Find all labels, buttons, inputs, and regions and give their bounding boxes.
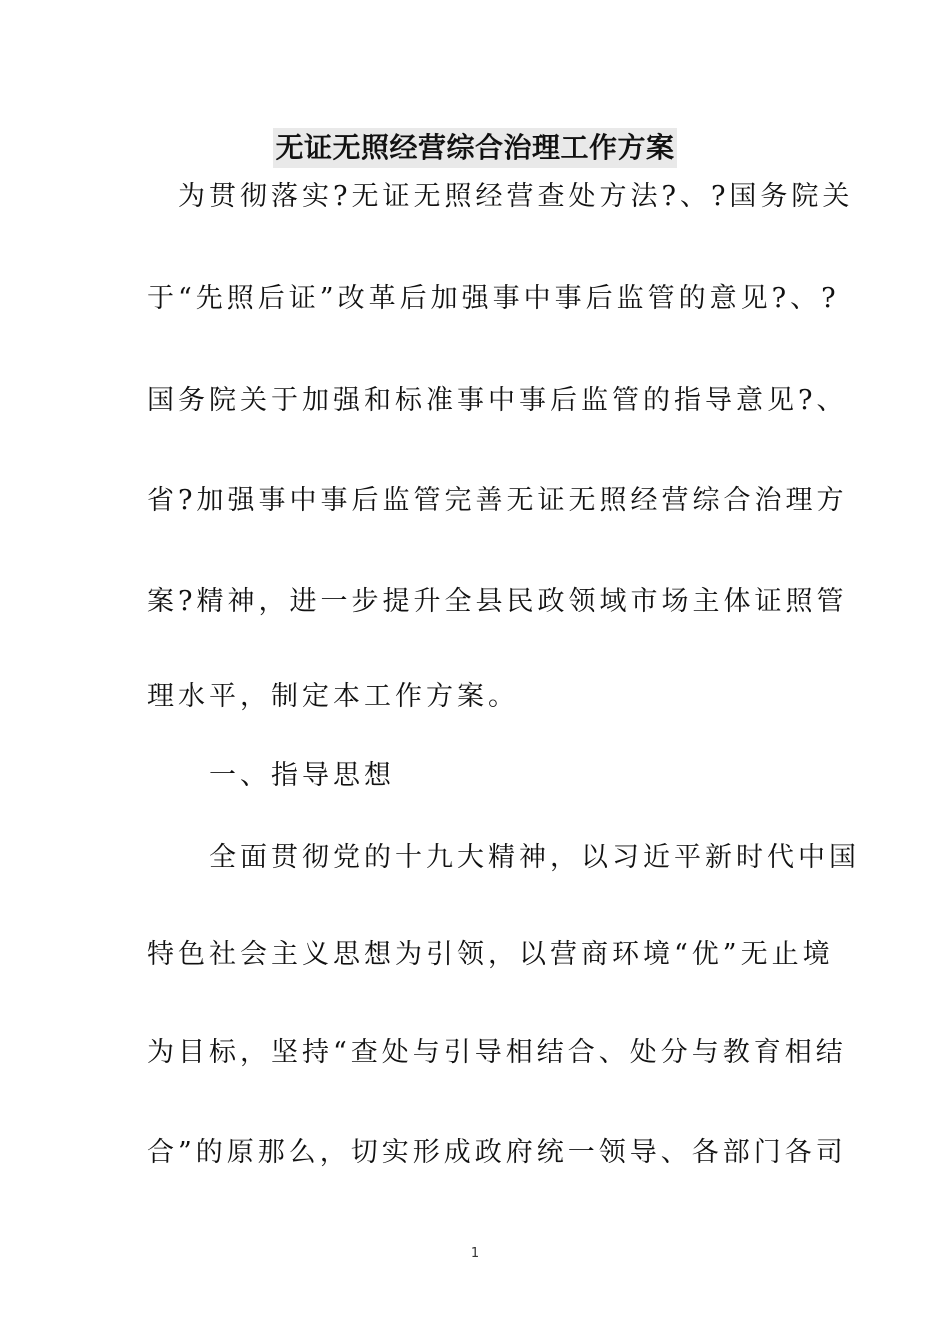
body-line-1: 为贯彻落实?无证无照经营查处方法?、?国务院关 — [147, 181, 854, 212]
body-line-10: 合”的原那么，切实形成政府统一领导、各部门各司 — [147, 1137, 847, 1168]
body-line-3: 国务院关于加强和标准事中事后监管的指导意见?、 — [147, 385, 848, 416]
page-number: 1 — [470, 1246, 480, 1261]
section-heading: 一、指导思想 — [147, 760, 395, 791]
document-title: 无证无照经营综合治理工作方案 — [273, 128, 676, 168]
body-line-5: 案?精神，进一步提升全县民政领域市场主体证照管 — [147, 586, 848, 617]
body-line-2: 于“先照后证”改革后加强事中事后监管的意见?、? — [147, 283, 840, 314]
body-line-8: 特色社会主义思想为引领，以营商环境“优”无止境 — [147, 939, 834, 970]
body-line-4: 省?加强事中事后监管完善无证无照经营综合治理方 — [147, 485, 848, 516]
body-line-9: 为目标，坚持“查处与引导相结合、处分与教育相结 — [147, 1037, 847, 1068]
body-line-6: 理水平，制定本工作方案。 — [147, 681, 519, 712]
body-line-7: 全面贯彻党的十九大精神，以习近平新时代中国 — [147, 842, 860, 873]
title-container — [0, 128, 950, 168]
